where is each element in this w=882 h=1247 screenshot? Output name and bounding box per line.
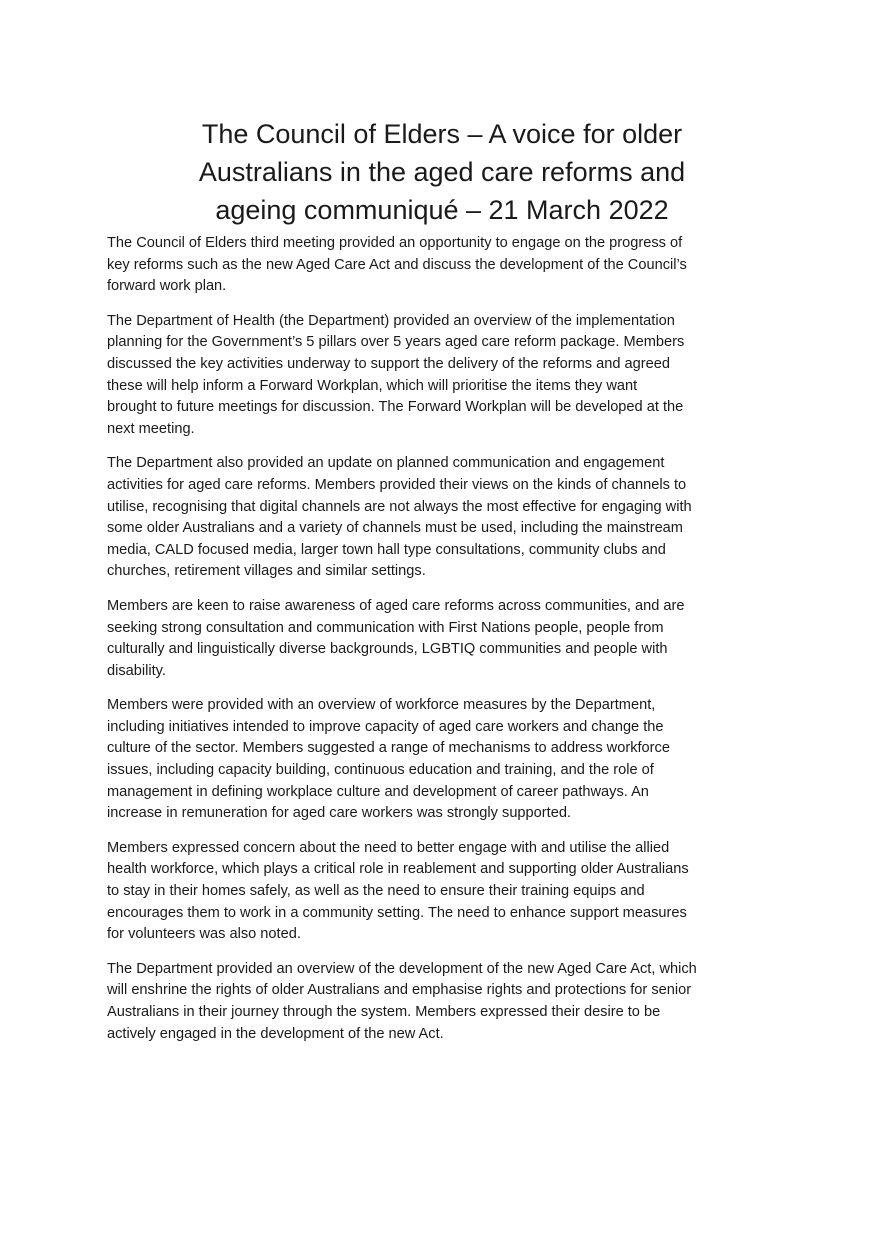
text-line: The Department of Health (the Department) provided an overview of the implementation [107, 312, 675, 329]
text-line: next meeting. [107, 420, 195, 437]
document-title [140, 115, 744, 229]
text-line: Australians in their journey through the system. Members expressed their desire to be [107, 1004, 661, 1020]
paragraph-meeting-overview [107, 233, 787, 298]
text-line: issues, including capacity building, continuous education and training, and the role of [107, 762, 654, 779]
paragraph-allied-health [107, 838, 787, 946]
text-line: Members are keen to raise awareness of aged care reforms across communities, and are [107, 597, 685, 614]
paragraph-communication-engagement [107, 453, 787, 583]
paragraph-implementation-planning [107, 311, 787, 441]
text-line: encourages them to work in a community setting. The need to enhance support measures [107, 904, 687, 921]
text-line: will enshrine the rights of older Australians and emphasise rights and protections for senior [107, 982, 692, 999]
text-line: management in defining workplace culture and development of career pathways. An [107, 783, 649, 800]
paragraph-aged-care-act [107, 959, 787, 1045]
text-line: actively engaged in the development of the new Act. [107, 1025, 444, 1042]
document-body [107, 233, 787, 1058]
text-line: culture of the sector. Members suggested a range of mechanisms to address workforce [107, 740, 670, 757]
title-line: ageing communiqué – 21 March 2022 [215, 195, 669, 225]
text-line: key reforms such as the new Aged Care Act and discuss the development of the Council’s [107, 256, 687, 273]
text-line: including initiatives intended to improve capacity of aged care workers and change the [107, 718, 664, 735]
text-line: discussed the key activities underway to support the delivery of the reforms and agreed [107, 355, 670, 372]
text-line: for volunteers was also noted. [107, 926, 301, 943]
text-line: The Department also provided an update on planned communication and engagement [107, 455, 665, 472]
title-line: Australians in the aged care reforms and [198, 157, 686, 187]
text-line: these will help inform a Forward Workplan, which will prioritise the items they want [107, 377, 638, 394]
text-line: culturally and linguistically diverse backgrounds, LGBTIQ communities and people with [107, 641, 668, 658]
text-line: disability. [107, 662, 166, 679]
text-line: forward work plan. [107, 278, 227, 295]
text-line: to stay in their homes safely, as well as the need to ensure their training equips and [107, 883, 645, 900]
text-line: some older Australians and a variety of channels must be used, including the mainstream [107, 520, 683, 537]
text-line: media, CALD focused media, larger town hall type consultations, community clubs and [107, 541, 666, 558]
text-line: seeking strong consultation and communication with First Nations people, people from [107, 619, 664, 636]
text-line: brought to future meetings for discussion. The Forward Workplan will be developed at the [107, 399, 684, 416]
text-line: health workforce, which plays a critical role in reablement and supporting older Australians [107, 861, 689, 878]
text-line: activities for aged care reforms. Members provided their views on the kinds of channels to [107, 476, 687, 493]
paragraph-awareness [107, 596, 787, 682]
text-line: utilise, recognising that digital channels are not always the most effective for engaging with [107, 498, 692, 515]
text-line: The Council of Elders third meeting provided an opportunity to engage on the progress of [107, 235, 683, 251]
text-line: increase in remuneration for aged care workers was strongly supported. [107, 805, 571, 822]
text-line: planning for the Government’s 5 pillars over 5 years aged care reform package. Members [107, 334, 685, 351]
text-line: Members were provided with an overview of workforce measures by the Department, [107, 697, 656, 714]
text-line: Members expressed concern about the need to better engage with and utilise the allied [107, 839, 670, 856]
text-line: The Department provided an overview of the development of the new Aged Care Act, which [107, 960, 697, 977]
title-line: The Council of Elders – A voice for older [201, 119, 683, 149]
text-line: churches, retirement villages and similar settings. [107, 563, 426, 580]
paragraph-workforce-measures [107, 695, 787, 825]
